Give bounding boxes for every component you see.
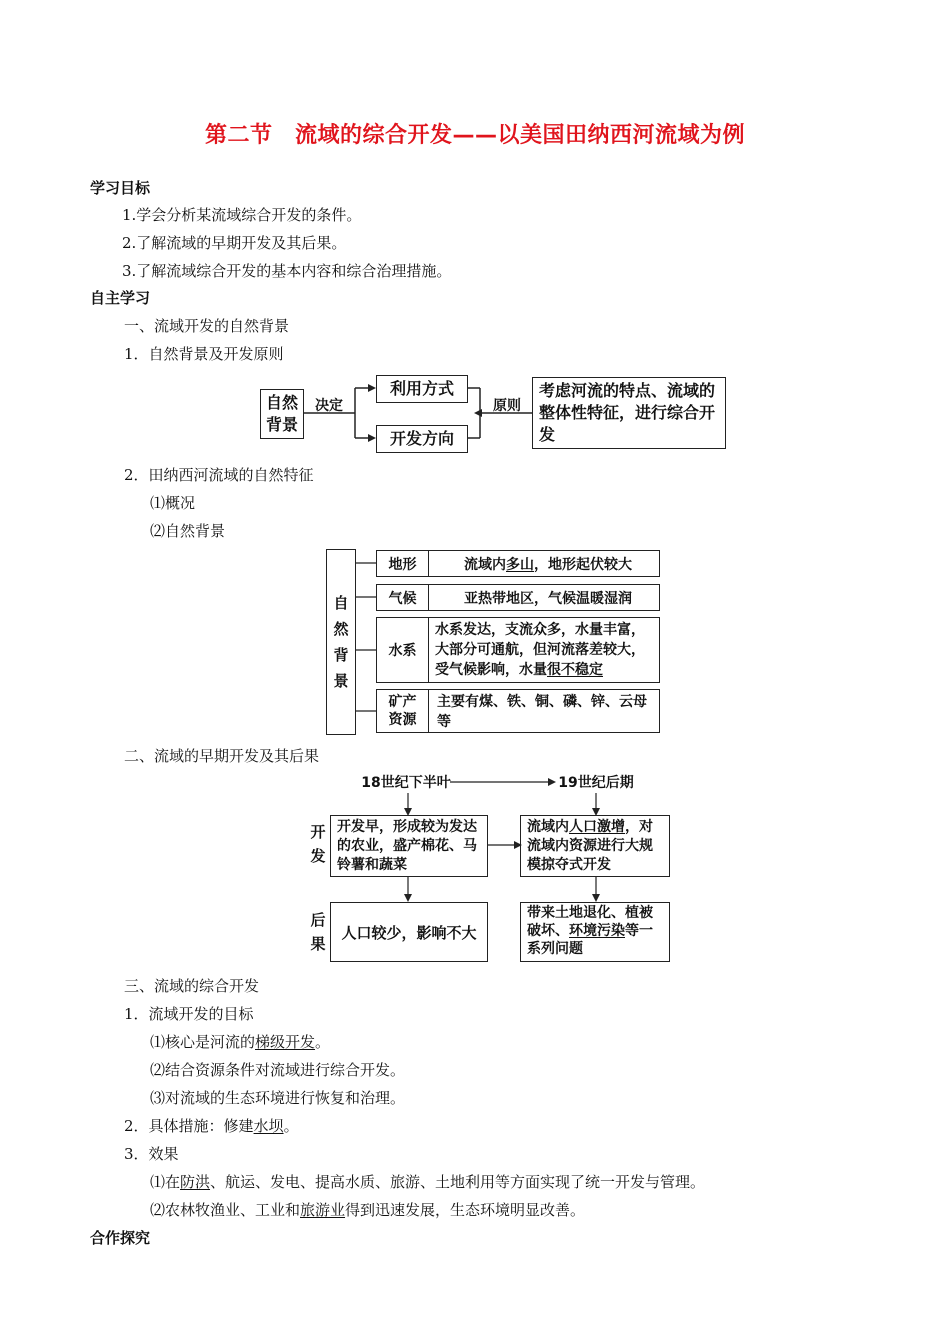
water-line-2: 大部分可通航，但河流落差较大， — [435, 642, 645, 658]
s3-1a-post: 。 — [315, 1033, 331, 1051]
early-consequence-box: 人口较少，影响不大 — [330, 902, 488, 962]
section-3-1a — [150, 1031, 330, 1052]
page-title: 第二节 流域的综合开发——以美国田纳西河流域为例 — [204, 123, 745, 148]
dev2-post: ，对流域内资源进行大规模掠夺式开发 — [527, 819, 653, 873]
natural-background-box: 自然背景 — [260, 389, 304, 439]
consequence-label: 后果 — [310, 911, 326, 953]
subsection-1-title: 1．自然背景及开发原则 — [124, 345, 284, 363]
s3-3a-post: 、航运、发电、提高水质、旅游、土地利用等方面实现了统一开发与管理。 — [210, 1173, 706, 1191]
use-mode-box: 利用方式 — [376, 375, 468, 403]
development-label: 开发 — [310, 823, 326, 865]
principle-label: 原则 — [493, 398, 521, 414]
cons2-pre: 带来土地退化、植被破坏、 — [527, 905, 653, 939]
s3-3b-post: 得到迅速发展，生态环境明显改善。 — [345, 1201, 586, 1219]
objective-item: 1.学会分析某流域综合开发的条件。 — [122, 206, 362, 224]
objective-item: 3.了解流域综合开发的基本内容和综合治理措施。 — [122, 262, 452, 280]
water-key: 很不稳定 — [547, 662, 603, 678]
section-3-3b — [150, 1199, 585, 1220]
section-3-1: 1．流域开发的目标 — [124, 1005, 254, 1023]
section-3-1b: ⑵结合资源条件对流域进行综合开发。 — [150, 1061, 406, 1079]
s3-2-pre: 2．具体措施：修建 — [124, 1117, 254, 1135]
section-3-1c: ⑶对流域的生态环境进行恢复和治理。 — [150, 1089, 406, 1107]
s3-3a-pre: ⑴在 — [150, 1173, 181, 1191]
section-3-title: 三、流域的综合开发 — [124, 977, 260, 995]
climate-label: 气候 — [377, 585, 429, 610]
time-18th-century: 18世纪下半叶 — [361, 775, 451, 791]
later-consequence-box — [520, 902, 670, 962]
early-development-box: 开发早，形成较为发达的农业，盛产棉花、马铃薯和蔬菜 — [330, 815, 488, 877]
time-19th-century: 19世纪后期 — [558, 775, 634, 791]
dev2-pre: 流域内 — [527, 819, 569, 835]
s3-2-post: 。 — [283, 1117, 299, 1135]
cons2-key: 环境污染 — [569, 923, 625, 939]
s3-3b-pre: ⑵农林牧渔业、工业和 — [150, 1201, 301, 1219]
terrain-key: 多山 — [506, 556, 534, 573]
water-line-1: 水系发达，支流众多，水量丰富， — [435, 622, 645, 638]
objective-item: 2.了解流域的早期开发及其后果。 — [122, 234, 347, 252]
section-2-title: 二、流域的早期开发及其后果 — [124, 747, 320, 765]
self-study-heading: 自主学习 — [90, 289, 151, 307]
water-label: 水系 — [377, 618, 429, 682]
decide-label: 决定 — [315, 398, 343, 414]
climate-text: 亚热带地区，气候温暖湿润 — [464, 590, 632, 607]
natural-background-side: 自然背景 — [333, 594, 349, 690]
s3-1a-pre: ⑴核心是河流的 — [150, 1033, 256, 1051]
principle-box: 考虑河流的特点、流域的整体性特征，进行综合开发 — [532, 377, 726, 449]
subsection-2a: ⑴概况 — [150, 494, 196, 512]
subsection-2b: ⑵自然背景 — [150, 522, 226, 540]
terrain-pre: 流域内 — [464, 556, 506, 573]
terrain-label: 地形 — [377, 551, 429, 576]
section-3-2 — [124, 1115, 299, 1136]
s3-1a-key: 梯级开发 — [255, 1033, 316, 1051]
s3-3b-key: 旅游业 — [300, 1201, 346, 1219]
subsection-2-title: 2．田纳西河流域的自然特征 — [124, 466, 314, 484]
section-3-3a — [150, 1171, 705, 1192]
later-development-box — [520, 815, 670, 877]
cons2-post: 等一系列问题 — [527, 923, 653, 957]
objectives-heading: 学习目标 — [90, 179, 151, 197]
direction-box: 开发方向 — [376, 425, 468, 453]
terrain-post: ，地形起伏较大 — [534, 556, 632, 573]
section-3-3: 3．效果 — [124, 1145, 179, 1163]
dev2-key: 人口激增 — [569, 819, 625, 835]
s3-2-key: 水坝 — [253, 1117, 284, 1135]
section-1-title: 一、流域开发的自然背景 — [124, 317, 290, 335]
mineral-text: 主要有煤、铁、铜、磷、锌、云母等 — [437, 694, 647, 730]
s3-3a-key: 防洪 — [180, 1173, 211, 1191]
cooperative-heading: 合作探究 — [90, 1229, 151, 1247]
water-line-3: 受气候影响，水量 — [435, 662, 547, 678]
mineral-label: 矿产资源 — [388, 694, 417, 728]
